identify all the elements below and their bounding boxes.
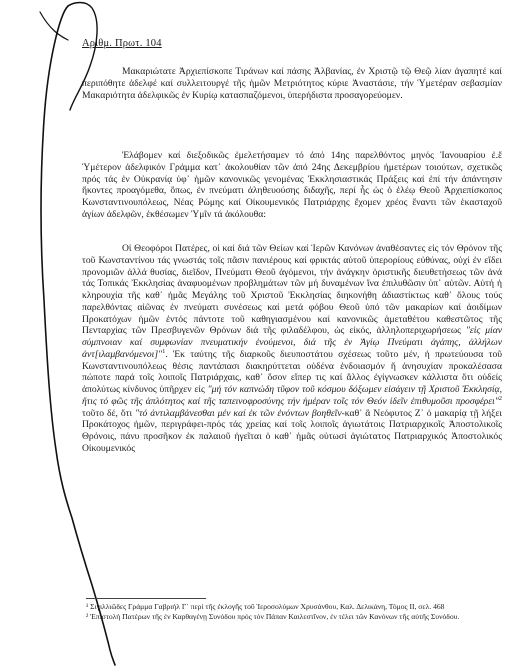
paragraph-3-text-2: . Ἐκ ταύτης τῆς διαρκοῦς διευποστάτου σχέσεως τοῦτο μέν, ἡ πρωτεύουσα τοῦ Κωνσταντινουπόλεως θέσις παντάπασι διακηρύττεται οὐδένα ἐνδοιασμόν ἤ ἀνησυχίαν προκαλέσασα πώποτε παρά τοῖς λοιποῖς Πατριάρχαις, καθ᾽ ὅσον εἴπερ τις καί ἄλλος ἐγίγνωσκεν κάλλιστα ὅτι οὐδείς ἀπολύτως κίνδυνος ὑπῆρχεν εἰς — [82, 348, 502, 395]
footnote-ref-2[interactable]: 2 — [498, 394, 502, 402]
footnote-1: ¹ Σιγιλλιῶδες Γράμμα Γαβριήλ Γ᾽ περί τῆς ἐκλογῆς τοῦ Ἱεροσολύμων Χρυσάνθου, Καλ. Δελικάνη, Τόμος ΙΙ, σελ. 468 — [86, 602, 445, 611]
quotation-2: "μή τόν καπνώδη τῦφον τοῦ κόσμου δόξωμεν εἰσάγειν τῇ Χριστοῦ Ἐκκλησίᾳ, ἥτις τό φῶς τῆς ἀπλότητος καί τῆς ταπεινοφροσύνης τήν ἡμέραν τοῖς τόν Θεόν ἰδεῖν ἐπιθυμοῦσι προσφέρει" — [82, 384, 502, 407]
paragraph-3-text-1: Οἱ Θεοφόροι Πατέρες, οἱ καί διά τῶν Θείων καί Ἱερῶν Κανόνων ἀναθέσαντες εἰς τόν Θρόνον τῆς τοῦ Κωνσταντίνου τάς γνωστάς τοῖς πᾶσιν πανιέρους καί φρικτάς αὐτοῦ ὑπερορίους εὐθύνας, οὐχί ἐν εἴδει προνομιῶν ἀλλά θυσίας, διεῖδον, Πνεύματι Θεοῦ ἀγόμενοι, τήν ἀνάγκην ὁριστικῆς διευθετήσεως τῶν ἀνά τάς Τοπικάς Ἐκκλησίας ἀναφυομένων προβλημάτων τῶν μή δυναμένων ἵνα ἐπιλυθῶσιν ὑπ᾽ αὐτῶν. Αὐτή ἡ κληρουχία τῆς καθ᾽ ἡμᾶς Μεγάλης τοῦ Χριστοῦ Ἐκκλησίας διηκονήθη ἀδιαστίκτως καθ᾽ ὅλους τούς παρελθόντας αἰῶνας ἐν πνεύματι συνέσεως καί μετά φόβου Θεοῦ ὑπό τῶν μακαρίων καί ἀοιδίμων Προκατόχων ἡμῶν ἐντός πάντοτε τοῦ καθηγιασμένου καί κανονικῶς ἀμεταθέτου καθεστῶτος τῆς Πενταρχίας τῶν Πρεσβυγενῶν Θρόνων διά τῆς φιλαδέλφου, ὡς εἰκός, ἀλληλοπεριχωρήσεως — [82, 243, 502, 337]
footnote-separator — [86, 598, 206, 599]
footnotes — [86, 602, 500, 621]
paragraph-3-text-4: -καθ᾽ ἃ Νεόφυτος Ζ᾽ ὁ μακαρίᾳ τῇ λήξει Προκάτοχος ἡμῶν, περιγράφει-πρός τάς χρείας καί τοῖς λοιποῖς ἁγιωτάτοις Πατριαρχικοῖς Ἀποστολικοῖς Θρόνοις, πάνυ προσῆκον ἐκ παλαιοῦ ἡγεῖται ὁ καθ᾽ ἡμᾶς οὑτωσί ἁγιώτατος Πατριαρχικός Ἀποστολικός Οἰκουμενικός — [82, 407, 502, 454]
paragraph-3-text-3: τοῦτο δέ, ὅτι — [82, 407, 136, 419]
footnote-2: ² Ἐπιστολή Πατέρων τῆς ἐν Καρθαγένῃ Συνόδου πρός τόν Πάπαν Καιλεστῖνον, ἐν τέλει τῶν Κανόνων τῆς αὐτῆς Συνόδου. — [86, 611, 460, 621]
footnote-ref-1[interactable]: 1 — [162, 347, 166, 355]
body-paragraph-3 — [82, 243, 502, 455]
quotation-1: "εἰς μίαν σύμπνοιαν καί συμφωνίαν πνευματικήν ἑνούμενοι, διά τῆς ἐν Ἁγίῳ Πνεύματι ἀγάπης, ἀλλήλων ἀντ[ιλαμβανόμενοι]" — [82, 325, 502, 360]
greeting-paragraph: Μακαριώτατε Ἀρχιεπίσκοπε Τιράνων καί πάσης Ἀλβανίας, ἐν Χριστῷ τῷ Θεῷ λίαν ἀγαπητέ καί περιπόθητε ἀδελφέ καί συλλειτουργέ τῆς ἡμῶν Μετριότητος κύριε Ἀναστάσιε, τήν Ὑμετέραν σεβασμίαν Μακαριότητα ἀδελφικῶς ἐν Κυρίῳ κατασπαζόμενοι, ὑπερήδιστα προσαγορεύομεν. — [82, 66, 502, 101]
body-paragraph-2: Ἐλάβομεν καί διεξοδικῶς ἐμελετήσαμεν τό ἀπό 14ης παρελθόντος μηνός Ἰανουαρίου ἐ.ἔ Ὑμέτερον ἀδελφικόν Γράμμα κατ᾽ ἀκολουθίαν τῶν ἀπό 24ης Δεκεμβρίου ἡμετέρων τοιούτων, σχετικῶς πρός τάς ἐν Οὐκρανίᾳ ὑφ᾽ ἡμῶν κανονικῶς γενομένας Ἐκκλησιαστικάς Πράξεις καί ἐπί τήν ἀπάντησιν ἥκοντες προαγόμεθα, ὅπως, ἐν πνεύματι ἀληθευούσης διδαχῆς, περί ἧς ὡς ὁ ἐλέῳ Θεοῦ Ἀρχιεπίσκοπος Κωνσταντινουπόλεως, Νέας Ρώμης καί Οἰκουμενικός Πατριάρχης ἔχομεν χρέος ἔναντι τῶν ἑκασταχοῦ ἁγίων ἀδελφῶν, ἐκθέσωμεν Ὑμῖν τά ἀκόλουθα: — [82, 150, 502, 220]
quotation-3: "τό ἀντιλαμβάνεσθαι μέν καί ἐκ τῶν ἐνόντων βοηθεῖν — [135, 407, 342, 419]
protocol-number: Αριθμ. Πρωτ. 104 — [82, 38, 162, 49]
